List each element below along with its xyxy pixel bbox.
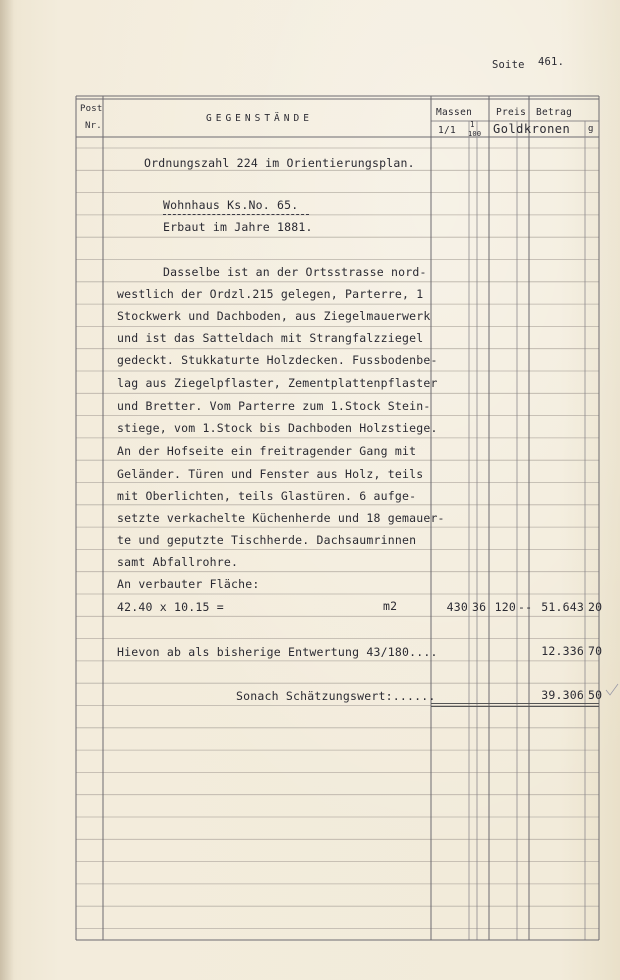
description-line: setzte verkachelte Küchenherde und 18 gemauer- — [117, 511, 445, 525]
description-line: stiege, vom 1.Stock bis Dachboden Holzstiege. — [117, 421, 438, 435]
col-masses-frac-top: 1 — [470, 120, 475, 129]
description-line: lag aus Ziegelpflaster, Zementplattenpflaster — [117, 376, 438, 390]
built-year-line: Erbaut im Jahre 1881. — [163, 220, 313, 234]
col-currency-suffix: g — [588, 124, 594, 134]
description-line: samt Abfallrohre. — [117, 555, 239, 569]
amount-fraction-value: 20 — [588, 600, 603, 614]
area-label: An verbauter Fläche: — [117, 577, 260, 591]
description-line: Stockwerk und Dachboden, aus Ziegelmauerwerk — [117, 309, 431, 323]
estimate-label: Sonach Schätzungswert:...... — [236, 689, 436, 703]
page-number: 461. — [538, 56, 565, 68]
description-line: mit Oberlichten, teils Glastüren. 6 aufge- — [117, 489, 417, 503]
col-currency-header: Goldkronen — [493, 122, 571, 136]
price-whole-value: 120 — [494, 600, 516, 614]
col-price-header: Preis — [496, 107, 527, 118]
area-unit: m2 — [383, 599, 398, 613]
mass-whole-value: 430 — [446, 600, 468, 614]
total-double-underline — [431, 703, 599, 707]
description-line: Dasselbe ist an der Ortsstrasse nord- — [163, 265, 427, 279]
house-title: Wohnhaus Ks.No. 65. — [163, 198, 299, 212]
col-post-header: Post — [80, 104, 103, 114]
col-items-header: GEGENSTÄNDE — [206, 113, 313, 124]
col-masses-header: Massen — [436, 107, 473, 118]
order-number-line: Ordnungszahl 224 im Orientierungsplan. — [144, 156, 415, 170]
col-post-sub-header: Nr. — [85, 121, 102, 131]
estimate-fraction-value: 50 — [588, 688, 603, 702]
estimate-whole-value: 39.306 — [541, 688, 584, 702]
description-line: westlich der Ordzl.215 gelegen, Parterre, 1 — [117, 287, 424, 301]
description-line: und Bretter. Vom Parterre zum 1.Stock Stein- — [117, 399, 431, 413]
house-title-underline — [163, 214, 309, 215]
col-amount-header: Betrag — [536, 107, 573, 118]
amount-whole-value: 51.643 — [541, 600, 584, 614]
description-line: Geländer. Türen und Fenster aus Holz, teils — [117, 467, 424, 481]
description-line: gedeckt. Stukkaturte Holzdecken. Fussbodenbe- — [117, 353, 438, 367]
deduction-label: Hievon ab als bisherige Entwertung 43/180.... — [117, 645, 438, 659]
description-line: An der Hofseite ein freitragender Gang mit — [117, 444, 417, 458]
col-masses-whole-header: 1/1 — [438, 125, 457, 136]
price-fraction-value: -- — [518, 600, 533, 614]
deduction-fraction-value: 70 — [588, 644, 603, 658]
mass-fraction-value: 36 — [472, 600, 487, 614]
deduction-whole-value: 12.336 — [541, 644, 584, 658]
page-label: Soite — [492, 59, 525, 71]
description-line: te und geputzte Tischherde. Dachsaumrinnen — [117, 533, 417, 547]
description-line: und ist das Satteldach mit Strangfalzziegel — [117, 331, 424, 345]
col-masses-frac-bottom: 100 — [468, 130, 482, 138]
area-calculation: 42.40 x 10.15 = — [117, 600, 224, 614]
